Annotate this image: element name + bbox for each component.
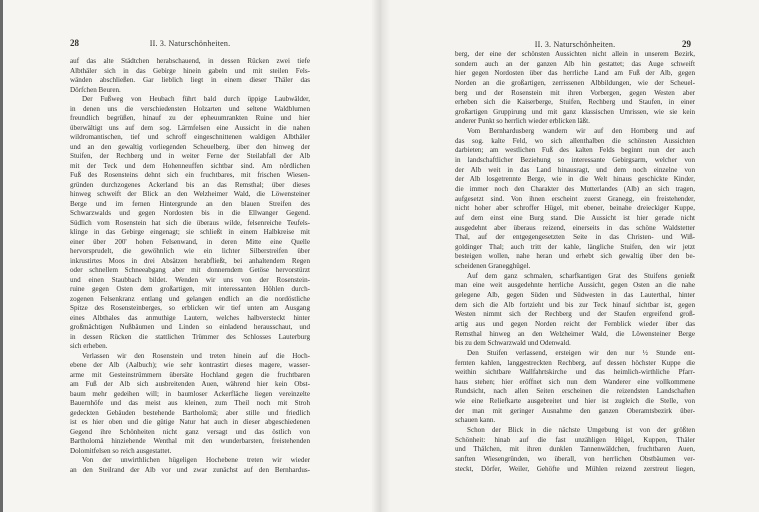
text-line: fernten kahlen, langgestreckten Rechberg, auf dessen höchster Kuppe die (455, 358, 695, 367)
text-line: berg und der Rosenstein mit ihren Vorbergen, gegen Westen aber (455, 88, 695, 97)
text-line: inkrustirtes Moos in drei Absätzen herabfließt, bei anhaltendem Regen (70, 256, 310, 265)
running-header: II. 3. Naturschönheiten. (534, 40, 616, 49)
text-line: in denen uns die verschiedensten Holzarten und seltene Waldblumen (70, 104, 310, 113)
text-line: artig aus und gegen Norden reicht der Fernblick wieder über das (455, 319, 695, 328)
text-line: in dessen Rücken die stattlichen Trümmer des Schlosses Lauterburg (70, 332, 310, 341)
text-line: anderer Punkt so herrlich wieder erblicken läßt. (455, 117, 590, 126)
paragraph (455, 50, 695, 127)
text-line: Rundsicht, nach allen Seiten erscheinen die reizendsten Landschaften (455, 387, 695, 396)
text-line: darbieten; am westlichen Fuß des kalten Felds beginnt nun der auch (455, 146, 695, 155)
text-line: am Fuß der Alb sich ausbreitenden Auen, während hier kein Obst- (70, 380, 310, 388)
text-line: eines Albthales das anmuthige Lautern, welches halbversteckt hinter (70, 313, 310, 322)
text-line: ebene der Alb (Aalbuch); wie sehr kontrastirt dieses magere, wasser- (70, 361, 310, 369)
text-line: hervorsprudelt, die gewöhnlich wie ein lichter Silberstreifen über (70, 247, 310, 255)
text-line: Der Fußweg von Heubach führt bald durch üppige Laubwälder, (82, 95, 310, 103)
text-line: Dörfchen Beuren. (70, 85, 121, 94)
text-line: gelegene Alb, gegen Süden und Südwesten in das Lauterthal, hinter (455, 291, 695, 300)
text-line: und an den gewaltig vorliegenden Scheuelberg, über den hinweg der (70, 142, 310, 151)
text-line: Remsthal hinweg an den Welzheimer Wald, die Löwensteiner Berge (455, 329, 695, 338)
text-line: Albthäler sich in das Gebirge hinein gabeln und mit steilen Fels- (70, 66, 310, 75)
text-line: zogenen Felsenkranz entlang und gelangen endlich an die nordöstliche (70, 294, 310, 303)
text-line: oder schnellem Schneeabgang aber mit donnerndem Getöse hervorstürzt (70, 266, 310, 274)
text-line: schauen kann. (455, 416, 496, 425)
text-line: gedeckten Gebäuden bestehende Bartholomä; aber stille und friedlich (70, 408, 310, 417)
paragraph (455, 426, 695, 474)
text-line: erheben sich die Kaiserberge, Stuifen, Rechberg und Staufen, in einer (455, 98, 695, 107)
text-line: Südlich vom Rosenstein hat sich die überaus wilde, felsenreiche Teufels- (70, 218, 310, 227)
text-line: Fuß des Rosensteins dehnt sich ein fruchtbares, mit frischen Wiesen- (70, 171, 310, 179)
text-line: bis zu dem Schwarzwald und Odenwald. (455, 339, 571, 348)
text-line: berg, der eine der schönsten Aussichten nicht allein in unserem Bezirk, (455, 50, 695, 58)
text-line: aufgesetzt sind. Von ihnen erscheint zuerst Granegg, ein freistehender, (455, 194, 695, 203)
paragraph (455, 127, 695, 272)
text-line: großartigen Gruppirung und mit ganz klassischen Umrissen, wie sie kein (455, 107, 695, 116)
text-line: mit der Teck und dem Hohenneuffen sichtbar sind. Am nördlichen (70, 161, 310, 170)
text-line: ausgedehnt aber überaus reizend, einerseits in das schöne Waldstetter (455, 223, 695, 232)
text-line: wildromantischen, tief und schroff eingeschnittenen waldigen Albthäler (70, 133, 310, 141)
text-line: an den Steilrand der Alb vor und zwar zunächst auf den Bernhardus- (70, 465, 310, 474)
text-line: besteigen wollen, nahe heran und erhebt sich gewaltig über den be- (455, 252, 695, 261)
text-line: Auf dem ganz schmalen, scharfkantigen Grat des Stuifens genießt (467, 271, 695, 280)
text-line: und einen Staubbach bildet. Wenden wir uns von der Rosenstein- (70, 275, 310, 284)
book-gutter (372, 0, 390, 512)
paragraph (70, 456, 310, 475)
text-line: wänden abschließen. Gar lieblich liegt in einem dieser Thäler das (70, 76, 310, 84)
text-line: die immer noch den Charakter des Mutterlandes (Alb) an sich tragen, (455, 184, 695, 193)
text-line: Den Stuifen verlassend, ersteigen wir den nur ½ Stunde ent- (467, 348, 695, 357)
text-line: haus stehen; hier eröffnet sich nun dem Wanderer eine vollkommene (455, 377, 695, 386)
left-page (3, 0, 380, 512)
text-line: wie eine Reliefkarte ausgebreitet und hier ist zugleich die Stelle, von (455, 397, 695, 406)
paragraph (70, 352, 310, 457)
text-line: goldinger Thal; auch tritt der kahle, längliche Stuifen, den wir jetzt (455, 242, 695, 251)
text-line: in landschaftlicher Beziehung so interessante Gebirgsarm, welcher von (455, 156, 695, 165)
text-line: weithin sichtbare Wallfahrtskirche und das heimlich-wirthliche Pfarr- (455, 368, 695, 377)
text-line: klinge in das Gebirge eingenagt; sie schließt in einem Halbkreise mit (70, 228, 310, 236)
text-line: sich erheben. (70, 342, 108, 350)
text-line: baum mehr gedeihen will; in baumloser Ackerfläche liegen vereinzelte (70, 389, 310, 398)
text-line: nicht hoher aber schroffer Hügel, mit ebener, beinahe dreieckiger Kuppe, (455, 204, 695, 213)
text-line: auf dem einst eine Burg stand. Die Aussicht ist hier gerade nicht (455, 213, 695, 222)
text-line: großmächtigen Nußbäumen und Linden so einladend herausschaut, und (70, 323, 310, 331)
paragraph (455, 349, 695, 426)
text-line: arme mit Gesteinstrümmern übersäte Hochland gegen die fruchtbaren (70, 370, 310, 379)
text-line: man eine weit ausgedehnte herrliche Aussicht, gegen Osten an die nahe (455, 281, 695, 290)
text-line: Schon der Blick in die nächste Umgebung ist von der größten (467, 425, 695, 434)
text-line: ruine gegen Osten dem großartigen, mit interessanten Höhlen durch- (70, 285, 310, 293)
text-line: ist es hier oben und die gütige Natur hat auch in dieser abgeschiedenen (70, 418, 310, 426)
text-line: Westen nimmt sich der Rechberg und der Staufen ergreifend groß- (455, 310, 695, 319)
running-header: II. 3. Naturschönheiten. (149, 39, 231, 48)
text-line: Von der unwirthlichen hügeligen Hochebene treten wir wieder (82, 456, 310, 464)
paragraph (455, 272, 695, 349)
text-line: der Alb weit in das Land hinausragt, und dem noch einzelne von (455, 165, 695, 174)
text-line: Spitze des Rosensteinberges, so erblicken wir tief unten am Ausgang (70, 304, 310, 312)
text-line: Bauernhöfe und das meist aus kleinen, zum Theil noch mit Stroh (70, 399, 310, 407)
text-line: Schönheit: hinab auf die fast unzähligen Hügel, Kuppen, Thäler (455, 435, 695, 444)
text-line: der Alb losgetrennte Berge, wie in die Welt hinaus geschickte Kinder, (455, 175, 695, 184)
text-line: steckt, Dörfer, Weiler, Gehöfte und Mühlen reizend zerstreut liegen, (455, 464, 695, 473)
text-line: Schwarzwalds und gegen Nordosten bis in die Ellwanger Gegend. (70, 209, 310, 217)
text-line: und Thälchen, mit ihren dunklen Tannenwäldchen, fruchtbaren Auen, (455, 445, 695, 454)
text-line: Vom Bernhardusberg wandern wir auf den Hornberg und auf (467, 127, 695, 136)
text-line: überwältigt uns auf dem sog. Lärmfelsen eine Aussicht in die nahen (70, 123, 310, 132)
text-line: sondern auch an der ganzen Alb hin gestattet; das Auge schweift (455, 59, 695, 68)
text-line: sanften Wiesengründen, wo überall, von herrlichen Obstbäumen ver- (455, 454, 695, 463)
text-line: gründen durchzogenes Ackerland bis an das Remsthal; über dieses (70, 180, 310, 189)
text-line: Thal, auf der entgegengesetzten Seite in das Christen- und Wiß- (455, 233, 695, 242)
text-line: Gegend ihre Schönheiten nicht ganz versagt und das östlich von (70, 427, 310, 436)
right-page (380, 0, 759, 512)
text-line: Dolomitfelsen so reich ausgestattet. (70, 446, 172, 455)
text-line: der man mit geringer Ausnahme den ganzen Oberamtsbezirk über- (455, 406, 695, 415)
text-line: freundlich begrüßen, hinauf zu der epheuumrankten Ruine und hier (70, 114, 310, 122)
text-line: Berge und im fernen Hintergrunde an den blauen Streifen des (70, 199, 310, 208)
page-body (70, 57, 310, 475)
text-line: dem sich die Alb fortzieht und bis zur Teck hinauf sichtbar ist, gegen (455, 300, 695, 309)
text-line: einer über 200' hohen Felsenwand, in deren Mitte eine Quelle (70, 237, 310, 246)
text-line: scheidenen Granegghügel. (455, 262, 531, 271)
page-body (455, 50, 695, 474)
page-number: 29 (682, 39, 691, 49)
text-line: hinweg schweift der Blick an den Welzheimer Wald, die Löwensteiner (70, 190, 310, 198)
text-line: auf das alte Städtchen herabschauend, in dessen Rücken zwei tiefe (70, 57, 310, 65)
paragraph (70, 57, 310, 95)
text-line: hier gegen Nordosten über das herrliche Land am Fuß der Alb, gegen (455, 69, 695, 78)
text-line: das sog. kalte Feld, wo sich allenthalben die schönsten Aussichten (455, 136, 695, 145)
text-line: Verlassen wir den Rosenstein und treten hinein auf die Hoch- (82, 351, 310, 360)
paragraph (70, 95, 310, 352)
page-number: 28 (70, 38, 79, 48)
text-line: Norden an die großartigen, zerrissenen Albbildungen, wie der Scheuel- (455, 78, 695, 87)
text-line: Stuifen, der Rechberg und in weiter Ferne der Steilabfall der Alb (70, 152, 310, 160)
text-line: Bartholomä hinziehende Wenthal mit den wunderbarsten, freistehenden (70, 437, 310, 445)
